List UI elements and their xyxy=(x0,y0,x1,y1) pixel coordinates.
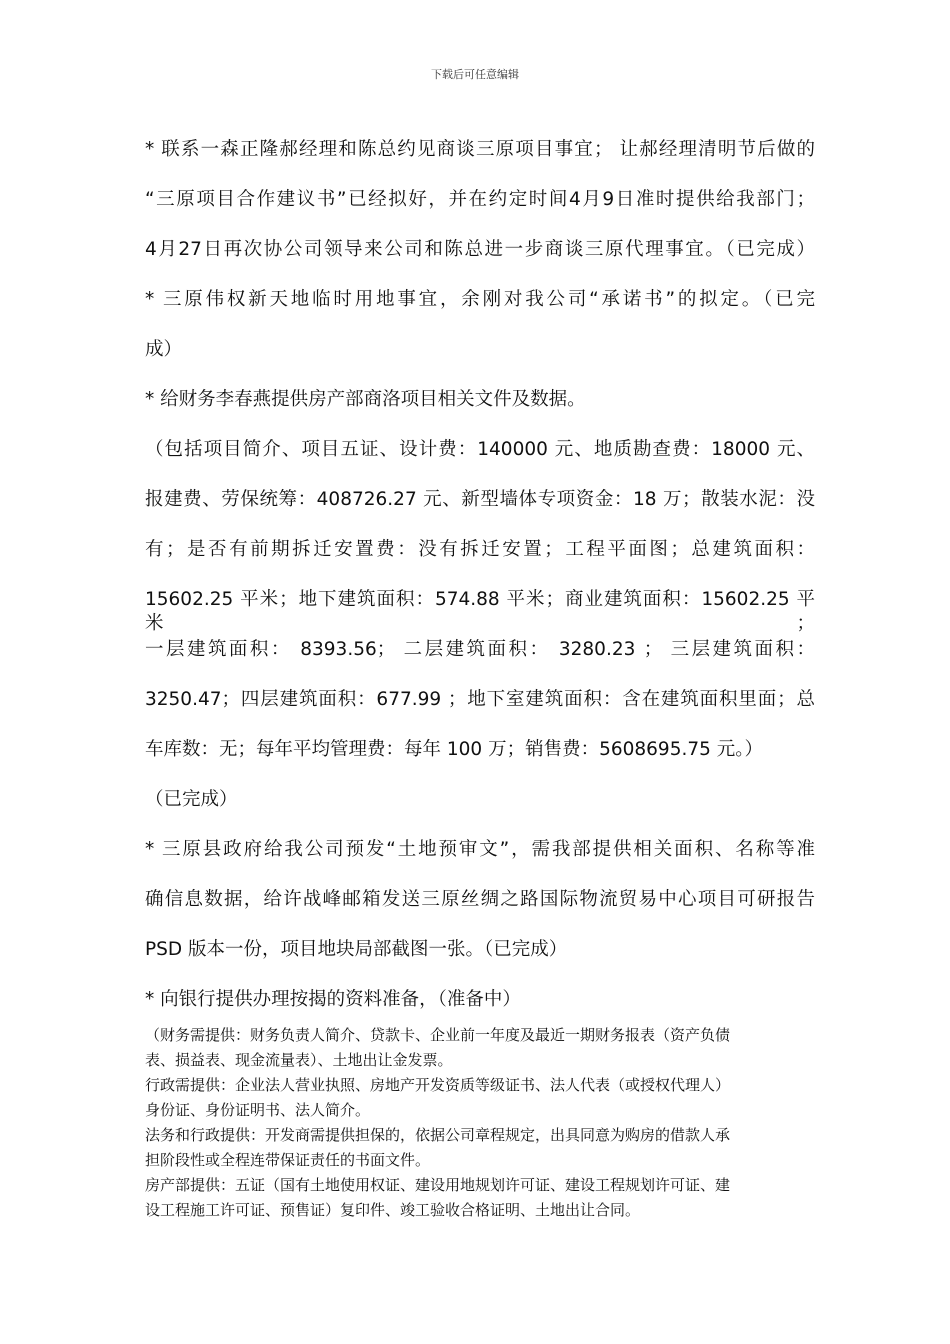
paragraph-line: 成） xyxy=(145,339,183,360)
detail-line: 设工程施工许可证、预售证）复印件、竣工验收合格证明、土地出让合同。 xyxy=(145,1201,641,1219)
paragraph-line: 确信息数据，给许战峰邮箱发送三原丝绸之路国际物流贸易中心项目可研报告 xyxy=(145,889,815,910)
paragraph-line: “三原项目合作建议书”已经拟好，并在约定时间4月9日准时提供给我部门； xyxy=(145,189,815,210)
paragraph-line: * 联系一森正隆郝经理和陈总约见商谈三原项目事宜； 让郝经理清明节后做的 xyxy=(145,139,815,160)
paragraph-line: * 给财务李春燕提供房产部商洛项目相关文件及数据。 xyxy=(145,389,586,410)
paragraph-line: 一层建筑面积： 8393.56； 二层建筑面积： 3280.23 ； 三层建筑面积： xyxy=(145,639,815,660)
paragraph-line: 15602.25 平米；地下建筑面积：574.88 平米；商业建筑面积：15602.25 平米； xyxy=(145,589,815,634)
paragraph-line: 4月27日再次协公司领导来公司和陈总进一步商谈三原代理事宜。（已完成） xyxy=(145,239,815,260)
page-header-note: 下载后可任意编辑 xyxy=(431,68,519,81)
detail-line: 房产部提供：五证（国有土地使用权证、建设用地规划许可证、建设工程规划许可证、建 xyxy=(145,1176,731,1194)
paragraph-line: （已完成） xyxy=(145,789,238,810)
detail-line: 身份证、身份证明书、法人简介。 xyxy=(145,1101,371,1119)
paragraph-line: 报建费、劳保统筹：408726.27 元、新型墙体专项资金：18 万；散装水泥：没 xyxy=(145,489,815,510)
detail-line: 担阶段性或全程连带保证责任的书面文件。 xyxy=(145,1151,431,1169)
paragraph-line: 3250.47；四层建筑面积：677.99 ；地下室建筑面积：含在建筑面积里面；总 xyxy=(145,689,815,710)
paragraph-line: PSD 版本一份，项目地块局部截图一张。（已完成） xyxy=(145,939,568,960)
paragraph-line: * 三原伟权新天地临时用地事宜，余刚对我公司“承诺书”的拟定。（已完 xyxy=(145,289,815,310)
paragraph-line: （包括项目简介、项目五证、设计费：140000 元、地质勘查费：18000 元、 xyxy=(145,439,815,460)
detail-line: 表、损益表、现金流量表）、土地出让金发票。 xyxy=(145,1051,453,1069)
detail-line: 法务和行政提供：开发商需提供担保的，依据公司章程规定，出具同意为购房的借款人承 xyxy=(145,1126,731,1144)
detail-line: （财务需提供：财务负责人简介、贷款卡、企业前一年度及最近一期财务报表（资产负债 xyxy=(145,1026,731,1044)
paragraph-line: 有；是否有前期拆迁安置费：没有拆迁安置；工程平面图；总建筑面积： xyxy=(145,539,815,560)
paragraph-line: 车库数：无；每年平均管理费：每年 100 万；销售费：5608695.75 元。） xyxy=(145,739,764,760)
paragraph-line: * 向银行提供办理按揭的资料准备，（准备中） xyxy=(145,989,521,1010)
detail-line: 行政需提供：企业法人营业执照、房地产开发资质等级证书、法人代表（或授权代理人） xyxy=(145,1076,731,1094)
paragraph-line: * 三原县政府给我公司预发“土地预审文”，需我部提供相关面积、名称等准 xyxy=(145,839,815,860)
